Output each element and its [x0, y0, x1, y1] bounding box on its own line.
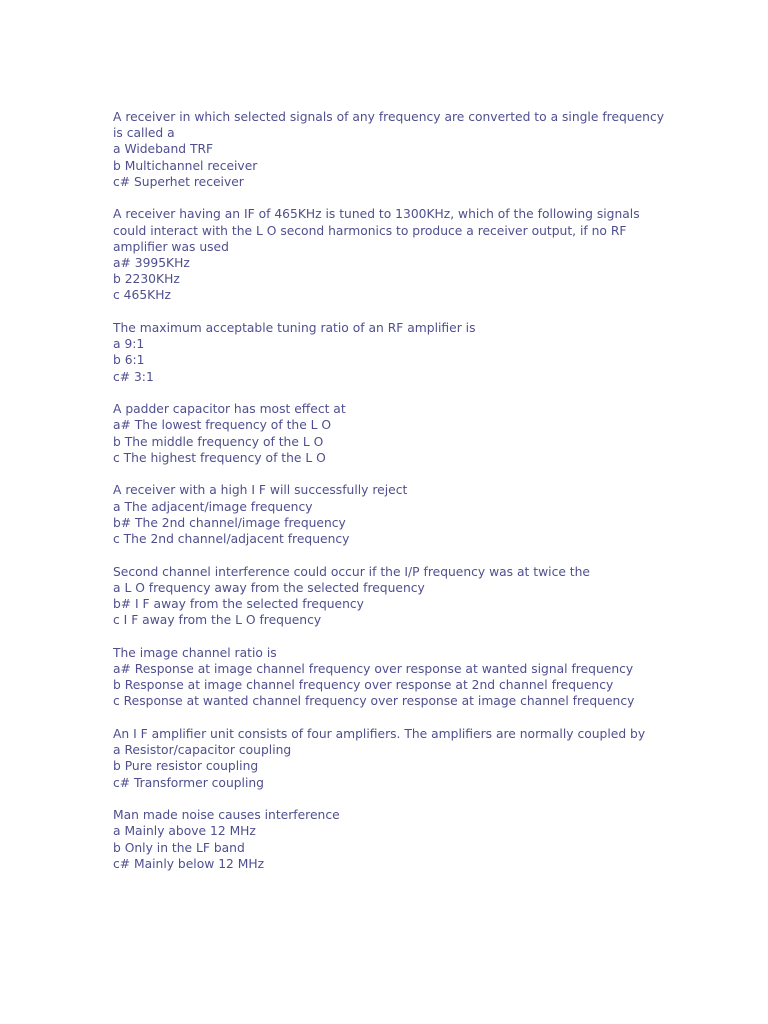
question-text: The maximum acceptable tuning ratio of an RF amplifier is [113, 321, 476, 336]
option-a: a 9:1 [113, 337, 145, 352]
question-text: Man made noise causes interference [113, 808, 340, 823]
question-5 [113, 482, 673, 547]
option-b: b Response at image channel frequency over response at 2nd channel frequency [113, 678, 614, 693]
question-8 [113, 726, 673, 791]
question-text: The image channel ratio is [113, 645, 277, 660]
option-a: a Mainly above 12 MHz [113, 824, 256, 839]
question-2 [113, 206, 673, 303]
question-4 [113, 401, 673, 466]
option-c: c The highest frequency of the L O [113, 450, 326, 465]
question-text: A receiver with a high I F will successfully reject [113, 483, 408, 498]
option-b: b 2230KHz [113, 272, 180, 287]
option-b: b Only in the LF band [113, 840, 245, 855]
option-b: b Pure resistor coupling [113, 759, 259, 774]
question-7 [113, 645, 673, 710]
option-b: b# The 2nd channel/image frequency [113, 515, 346, 530]
question-6 [113, 564, 673, 629]
option-a: a# Response at image channel frequency over response at wanted signal frequency [113, 662, 634, 677]
option-c: c# Mainly below 12 MHz [113, 856, 265, 871]
question-text: A receiver having an IF of 465KHz is tuned to 1300KHz, which of the following signals could interact with the L O second harmonics to produce a receiver output, if no RF amplifier was used [113, 207, 640, 254]
option-c: c# 3:1 [113, 369, 154, 384]
option-c: c 465KHz [113, 288, 171, 303]
option-a: a The adjacent/image frequency [113, 499, 313, 514]
option-a: a# The lowest frequency of the L O [113, 418, 332, 433]
question-text: A padder capacitor has most effect at [113, 402, 346, 417]
option-a: a# 3995KHz [113, 256, 190, 271]
question-9 [113, 807, 673, 872]
option-c: c# Superhet receiver [113, 174, 244, 189]
question-text: Second channel interference could occur if the I/P frequency was at twice the [113, 564, 590, 579]
option-c: c The 2nd channel/adjacent frequency [113, 532, 350, 547]
option-b: b# I F away from the selected frequency [113, 597, 364, 612]
option-a: a L O frequency away from the selected frequency [113, 580, 425, 595]
question-1 [113, 109, 673, 190]
option-c: c Response at wanted channel frequency over response at image channel frequency [113, 694, 635, 709]
option-c: c I F away from the L O frequency [113, 613, 322, 628]
question-text: A receiver in which selected signals of any frequency are converted to a single frequency is called a [113, 110, 664, 141]
question-text: An I F amplifier unit consists of four amplifiers. The amplifiers are normally coupled by [113, 727, 646, 742]
option-b: b 6:1 [113, 353, 145, 368]
option-b: b The middle frequency of the L O [113, 434, 324, 449]
option-c: c# Transformer coupling [113, 775, 264, 790]
option-a: a Wideband TRF [113, 142, 214, 157]
document-page [113, 109, 673, 888]
question-3 [113, 320, 673, 385]
option-b: b Multichannel receiver [113, 158, 258, 173]
option-a: a Resistor/capacitor coupling [113, 743, 292, 758]
